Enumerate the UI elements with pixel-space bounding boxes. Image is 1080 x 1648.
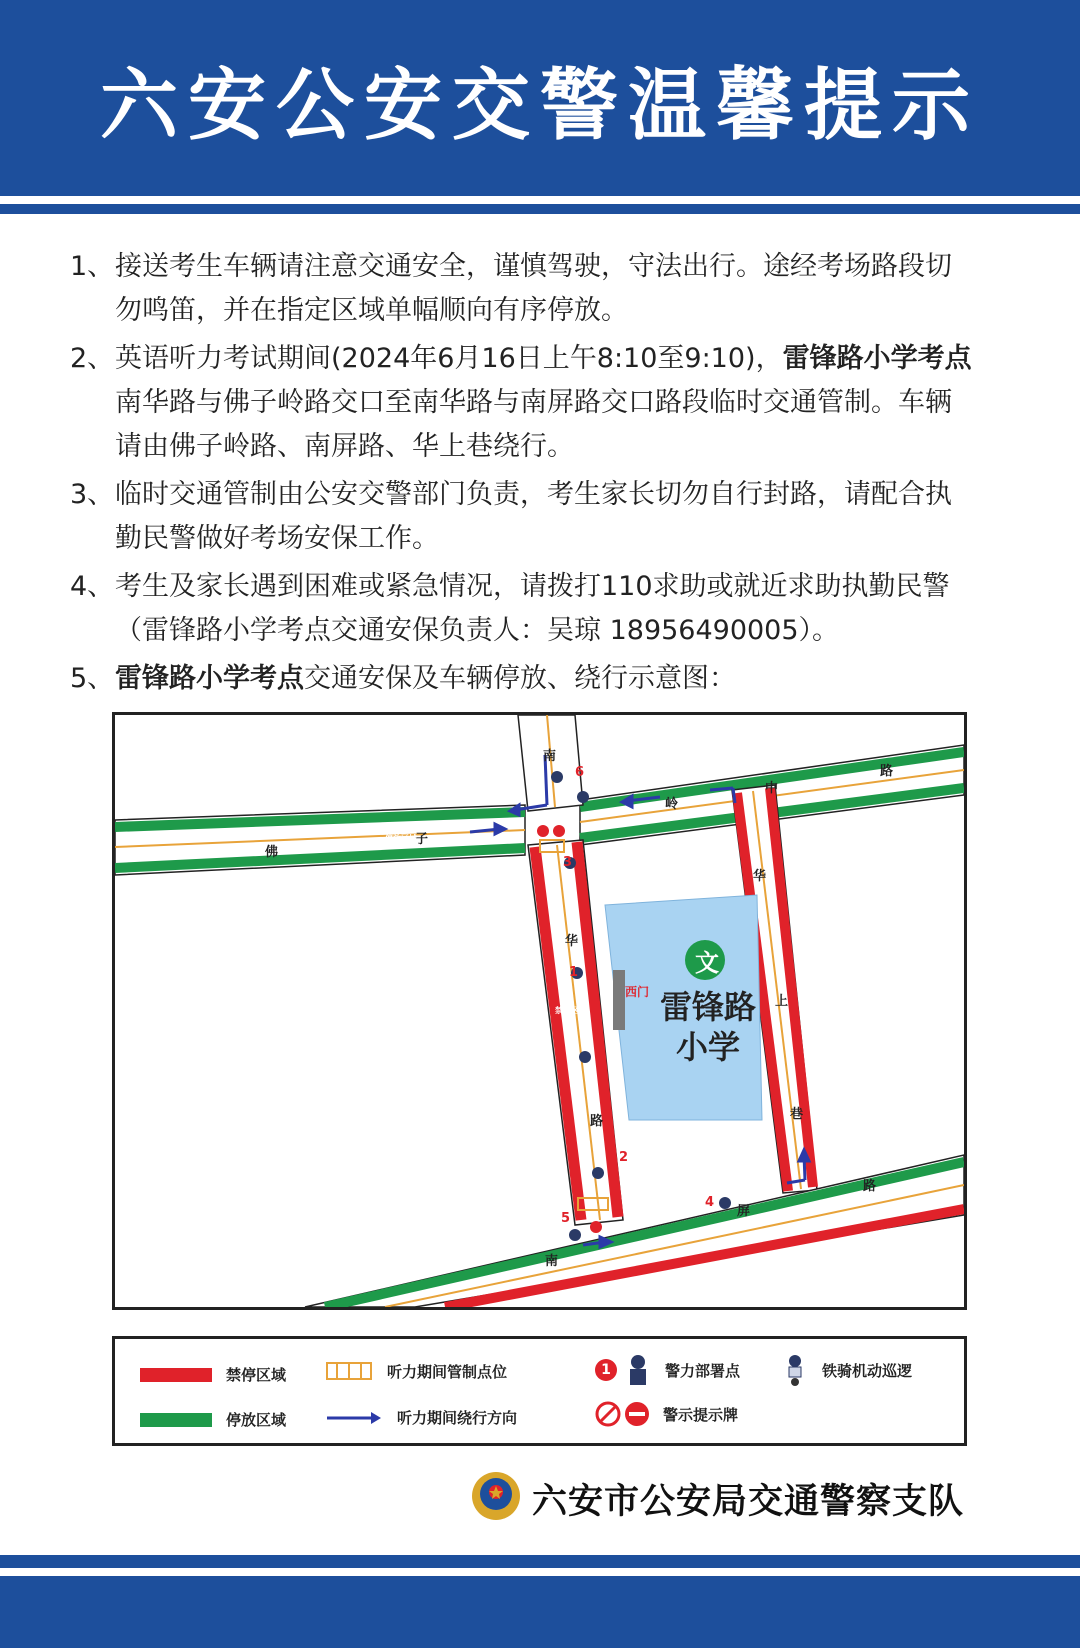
- notice-bold: 雷锋路小学考点: [782, 343, 972, 374]
- zone-label: 停放区域: [385, 834, 417, 843]
- notice-line: 勿鸣笛，并在指定区域单幅顺向有序停放。: [115, 295, 628, 326]
- school-name: [653, 987, 763, 1067]
- legend-label: 警示提示牌: [663, 1405, 739, 1424]
- header-divider: [0, 196, 1080, 204]
- point-number: 3: [563, 855, 573, 870]
- point-number: 4: [705, 1195, 715, 1210]
- point-number: 2: [619, 1150, 629, 1165]
- road-char: 南: [545, 1254, 559, 1269]
- road-char: 路: [590, 1114, 604, 1129]
- road-char: 华: [565, 934, 579, 949]
- motorcycle-patrol-icon: [780, 1353, 810, 1387]
- notice-line: 南华路与佛子岭路交口至南华路与南屏路交口路段临时交通管制。车辆: [115, 387, 952, 418]
- road-char: 巷: [790, 1107, 804, 1122]
- warning-sign-icon: [590, 1221, 602, 1233]
- legend-noparking: [140, 1364, 286, 1385]
- notice-number: 1、: [70, 251, 115, 282]
- legend-warning-sign: [595, 1401, 738, 1427]
- school-badge-text: 文: [695, 949, 719, 977]
- police-officer-icon: [623, 1353, 653, 1387]
- notice-number: 5、: [70, 663, 115, 694]
- map-legend: [112, 1336, 967, 1446]
- school-name-line: 小学: [675, 1028, 740, 1066]
- point-number: 1: [569, 965, 579, 980]
- road-char: 屏: [737, 1204, 751, 1219]
- warning-sign-icon: [553, 825, 565, 837]
- legend-noparking-swatch: [140, 1368, 212, 1382]
- notice-text: 英语听力考试期间(2024年6月16日上午8:10至9:10)，: [115, 343, 783, 374]
- legend-label: 禁停区域: [226, 1366, 287, 1384]
- footer-band: [0, 1576, 1080, 1648]
- legend-label: 警力部署点: [665, 1361, 741, 1380]
- legend-parking-swatch: [140, 1413, 212, 1427]
- notice-line: 请由佛子岭路、南屏路、华上巷绕行。: [115, 431, 574, 462]
- legend-checkpoint: [325, 1359, 507, 1383]
- legend-label: 听力期间绕行方向: [397, 1409, 518, 1427]
- notice-number: 2、: [70, 343, 115, 374]
- road-char: 上: [775, 994, 789, 1009]
- notice-line: 接送考生车辆请注意交通安全，谨慎驾驶，守法出行。途经考场路段切: [115, 251, 952, 282]
- road-char: 子: [415, 832, 429, 847]
- notice-1: [70, 245, 1020, 333]
- issuing-organization: 六安市公安局交通警察支队: [532, 1482, 965, 1522]
- road-char: 路: [880, 764, 894, 779]
- road-char: 岭: [665, 797, 679, 812]
- zone-label: 禁停区域: [555, 1006, 587, 1015]
- school-name-line: 雷锋路: [659, 988, 756, 1026]
- police-emblem-icon: [470, 1470, 522, 1522]
- notice-2: [70, 337, 1020, 469]
- west-gate-marker: [613, 970, 625, 1030]
- road-char: 中: [765, 781, 779, 796]
- point-badge-icon: 1: [595, 1359, 617, 1381]
- warning-sign-icon: [537, 825, 549, 837]
- road-char: 南: [543, 749, 557, 764]
- point-number: 5: [561, 1211, 571, 1226]
- legend-label: 停放区域: [226, 1411, 287, 1429]
- legend-label: 听力期间管制点位: [387, 1362, 508, 1381]
- legend-detour: [325, 1407, 517, 1428]
- notice-line: 考生及家长遇到困难或紧急情况，请拨打110求助或就近求助执勤民警: [115, 571, 950, 602]
- checkpoint-icon: [325, 1359, 375, 1383]
- legend-label: 铁骑机动巡逻: [822, 1361, 913, 1380]
- road-char: 佛: [265, 845, 279, 860]
- notice-number: 4、: [70, 571, 115, 602]
- road-char: 路: [863, 1179, 877, 1194]
- notice-number: 3、: [70, 479, 115, 510]
- notice-5: [70, 657, 1020, 701]
- notice-list: [70, 245, 1020, 701]
- traffic-map: [112, 712, 967, 1310]
- legend-parking: [140, 1409, 286, 1430]
- header-banner: [0, 0, 1080, 196]
- legend-patrol: [780, 1353, 912, 1387]
- notice-line: 临时交通管制由公安交警部门负责，考生家长切勿自行封路，请配合执: [115, 479, 952, 510]
- detour-arrow-icon: [325, 1409, 385, 1427]
- notice-3: [70, 473, 1020, 561]
- page-title: 六安公安交警温馨提示: [99, 61, 980, 151]
- header-band: [0, 204, 1080, 214]
- footer-band: [0, 1555, 1080, 1568]
- notice-bold: 雷锋路小学考点: [115, 663, 304, 694]
- legend-police-post: [595, 1353, 740, 1387]
- notice-4: [70, 565, 1020, 653]
- road-char: 华: [753, 869, 767, 884]
- notice-text: 交通安保及车辆停放、绕行示意图：: [304, 663, 736, 694]
- notice-line: 勤民警做好考场安保工作。: [115, 523, 439, 554]
- west-gate-label: 西门: [625, 985, 650, 999]
- point-number: 6: [575, 765, 585, 780]
- map-drawing: [115, 715, 964, 1307]
- warning-sign-icon: [595, 1401, 651, 1427]
- notice-line: （雷锋路小学考点交通安保负责人：吴琼 18956490005）。: [115, 615, 840, 646]
